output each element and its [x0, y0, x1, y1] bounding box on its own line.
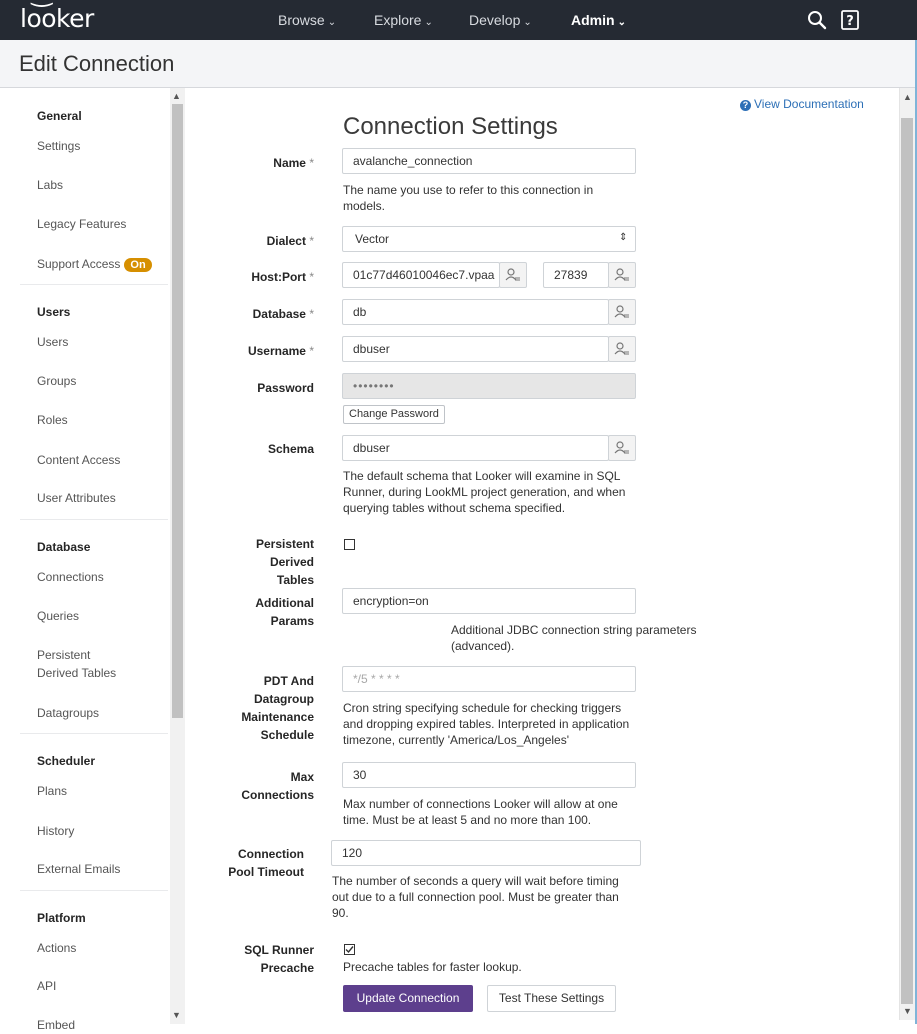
precache-checkbox[interactable]: [344, 944, 355, 955]
help-icon[interactable]: [839, 9, 861, 31]
pool-timeout-label-line: Pool Timeout: [228, 865, 304, 879]
sidebar-item-actions[interactable]: Actions: [37, 941, 77, 955]
nav-develop[interactable]: [469, 12, 532, 28]
sidebar-item-embed[interactable]: Embed: [37, 1018, 76, 1032]
help-circle-icon: ?: [740, 100, 751, 111]
sidebar-item-persistent-derived-tables[interactable]: Persistent Derived Tables: [37, 648, 117, 680]
database-label: [236, 305, 314, 323]
update-connection-button[interactable]: Update Connection: [343, 985, 473, 1012]
page-title: Edit Connection: [19, 51, 175, 76]
password-input: ••••••••: [342, 373, 636, 399]
schema-label: Schema: [267, 442, 314, 456]
nav-develop-label: Develop: [469, 12, 521, 28]
sidebar-item-label: Support Access: [37, 257, 121, 271]
admin-sidebar: [0, 88, 185, 1032]
sidebar-item-settings[interactable]: Settings: [37, 139, 81, 153]
page-header: [0, 40, 916, 88]
scroll-up-arrow-icon[interactable]: ▲: [903, 92, 912, 102]
sidebar-section-scheduler: Scheduler: [37, 754, 96, 768]
precache-label-line: Precache: [260, 961, 314, 975]
host-input[interactable]: 01c77d46010046ec7.vpaa: [342, 262, 500, 288]
pdt-schedule-input[interactable]: */5 * * * *: [342, 666, 636, 692]
user-attribute-icon: [609, 436, 635, 460]
sidebar-scrollbar-thumb[interactable]: [172, 104, 183, 718]
chevron-down-icon: ⌄: [327, 17, 337, 28]
sidebar-divider: [20, 284, 168, 285]
section-title: Connection Settings: [343, 113, 558, 140]
dialect-label: [236, 232, 314, 250]
name-label: [236, 154, 314, 172]
user-attribute-button[interactable]: [608, 435, 636, 461]
pdt-label-line: Persistent: [255, 537, 314, 551]
name-label-text: Name: [273, 156, 306, 170]
name-input[interactable]: avalanche_connection: [342, 148, 636, 174]
top-navigation-bar: [0, 0, 917, 40]
hostport-label-text: Host:Port: [251, 270, 306, 284]
user-attribute-icon: [609, 337, 635, 361]
user-attribute-button[interactable]: [608, 299, 636, 325]
user-attribute-button[interactable]: [608, 336, 636, 362]
sidebar-item-api[interactable]: API: [37, 979, 57, 993]
sidebar-item-groups[interactable]: Groups: [37, 374, 77, 388]
chevron-down-icon: ⌄: [523, 17, 532, 28]
user-attribute-icon: [500, 263, 526, 287]
sidebar-item-content-access[interactable]: Content Access: [37, 453, 121, 467]
sidebar-section-platform: Platform: [37, 911, 86, 925]
required-marker: *: [309, 344, 314, 358]
schema-help-text: The default schema that Looker will examine in SQL Runner, during LookML project generation, and when querying tables without schema specified.: [343, 469, 626, 515]
nav-admin-label: Admin: [571, 12, 615, 28]
name-help-text: The name you use to refer to this connection in models.: [343, 183, 594, 213]
additional-params-label-line: Additional: [255, 596, 314, 610]
precache-label: [226, 941, 314, 977]
status-badge: On: [124, 258, 151, 272]
sidebar-item-history[interactable]: History: [37, 824, 75, 838]
required-marker: *: [309, 307, 314, 321]
sidebar-item-labs[interactable]: Labs: [37, 178, 64, 192]
precache-label-line: SQL Runner: [244, 943, 314, 957]
required-marker: *: [309, 156, 314, 170]
username-label-text: Username: [247, 344, 306, 358]
database-label-text: Database: [252, 307, 306, 321]
pdt-label-line: Tables: [276, 573, 314, 587]
sidebar-item-connections[interactable]: Connections: [37, 570, 104, 584]
sidebar-section-general: General: [37, 109, 82, 123]
nav-explore-label: Explore: [374, 12, 422, 28]
pdt-schedule-label-line: PDT And: [263, 674, 314, 688]
view-documentation-label: View Documentation: [754, 97, 864, 111]
password-label: Password: [257, 381, 314, 395]
username-input[interactable]: dbuser: [342, 336, 609, 362]
sidebar-divider: [20, 733, 168, 734]
max-connections-label-line: Connections: [241, 788, 314, 802]
test-settings-button[interactable]: Test These Settings: [487, 985, 616, 1012]
search-icon[interactable]: [806, 9, 828, 31]
sidebar-item-plans[interactable]: Plans: [37, 784, 68, 798]
view-documentation-link[interactable]: [740, 97, 864, 111]
dialect-label-text: Dialect: [266, 234, 306, 248]
chevron-down-icon: ⌄: [424, 17, 433, 28]
user-attribute-icon: [609, 263, 635, 287]
hostport-label: [236, 268, 314, 286]
sidebar-item-datagroups[interactable]: Datagroups: [37, 706, 100, 720]
dialect-select[interactable]: Vector: [342, 226, 636, 252]
pdt-schedule-help-text: Cron string specifying schedule for checking triggers and dropping expired tables. Interpreted in application timezone, currently 'America/Los_Angeles': [343, 701, 630, 747]
change-password-button[interactable]: Change Password: [343, 405, 445, 424]
scroll-down-arrow-icon[interactable]: ▼: [172, 1010, 181, 1020]
max-connections-input[interactable]: 30: [342, 762, 636, 788]
sidebar-section-users: Users: [37, 305, 71, 319]
pdt-label-line: Derived: [269, 555, 314, 569]
nav-browse[interactable]: [278, 12, 336, 28]
pdt-schedule-label-line: Maintenance: [241, 710, 314, 724]
sidebar-item-users[interactable]: Users: [37, 335, 69, 349]
pdt-label: [236, 535, 314, 589]
checkmark-icon: [344, 944, 355, 955]
pool-timeout-help-text: The number of seconds a query will wait before timing out due to a full connection pool. Must be greater than 90.: [332, 874, 619, 920]
additional-params-label-line: Params: [270, 614, 314, 628]
pdt-checkbox[interactable]: [344, 539, 355, 550]
main-scrollbar-thumb[interactable]: [901, 118, 913, 1004]
pdt-schedule-label-line: Datagroup: [254, 692, 314, 706]
user-attribute-button[interactable]: [499, 262, 527, 288]
looker-logo[interactable]: lo͝oker: [20, 4, 94, 33]
user-attribute-button[interactable]: [608, 262, 636, 288]
scroll-up-arrow-icon[interactable]: ▲: [172, 91, 181, 101]
pool-timeout-label-line: Connection: [238, 847, 304, 861]
max-connections-label-line: Max: [290, 770, 314, 784]
user-attribute-icon: [609, 300, 635, 324]
pdt-schedule-label-line: Schedule: [260, 728, 314, 742]
nav-admin[interactable]: [571, 12, 626, 28]
precache-help-text: Precache tables for faster lookup.: [343, 960, 522, 974]
sidebar-item-support-access[interactable]: [37, 255, 152, 273]
sidebar-divider: [20, 890, 168, 891]
database-input[interactable]: db: [342, 299, 609, 325]
max-connections-label: [226, 768, 314, 804]
schema-input[interactable]: dbuser: [342, 435, 609, 461]
max-connections-help-text: Max number of connections Looker will allow at one time. Must be at least 5 and no more than 100.: [343, 797, 618, 827]
nav-browse-label: Browse: [278, 12, 325, 28]
sidebar-item-queries[interactable]: Queries: [37, 609, 80, 623]
sidebar-item-legacy-features[interactable]: Legacy Features: [37, 217, 127, 231]
svg-text:?: ?: [846, 14, 854, 29]
select-arrows-icon: ⇕: [619, 232, 628, 243]
sidebar-item-user-attributes[interactable]: User Attributes: [37, 491, 116, 505]
pool-timeout-input[interactable]: 120: [331, 840, 641, 866]
chevron-down-icon: ⌄: [617, 17, 626, 28]
sidebar-item-roles[interactable]: Roles: [37, 413, 68, 427]
sidebar-section-database: Database: [37, 540, 91, 554]
additional-params-help-text: Additional JDBC connection string parameters (advanced).: [451, 623, 697, 653]
pdt-schedule-label: [226, 672, 314, 744]
pool-timeout-label: [206, 845, 304, 881]
required-marker: *: [309, 270, 314, 284]
additional-params-input[interactable]: encryption=on: [342, 588, 636, 614]
required-marker: *: [309, 234, 314, 248]
sidebar-item-external-emails[interactable]: External Emails: [37, 862, 121, 876]
scroll-down-arrow-icon[interactable]: ▼: [903, 1006, 912, 1016]
port-input[interactable]: 27839: [543, 262, 609, 288]
nav-explore[interactable]: [374, 12, 433, 28]
username-label: [236, 342, 314, 360]
additional-params-label: [236, 594, 314, 630]
sidebar-divider: [20, 519, 168, 520]
